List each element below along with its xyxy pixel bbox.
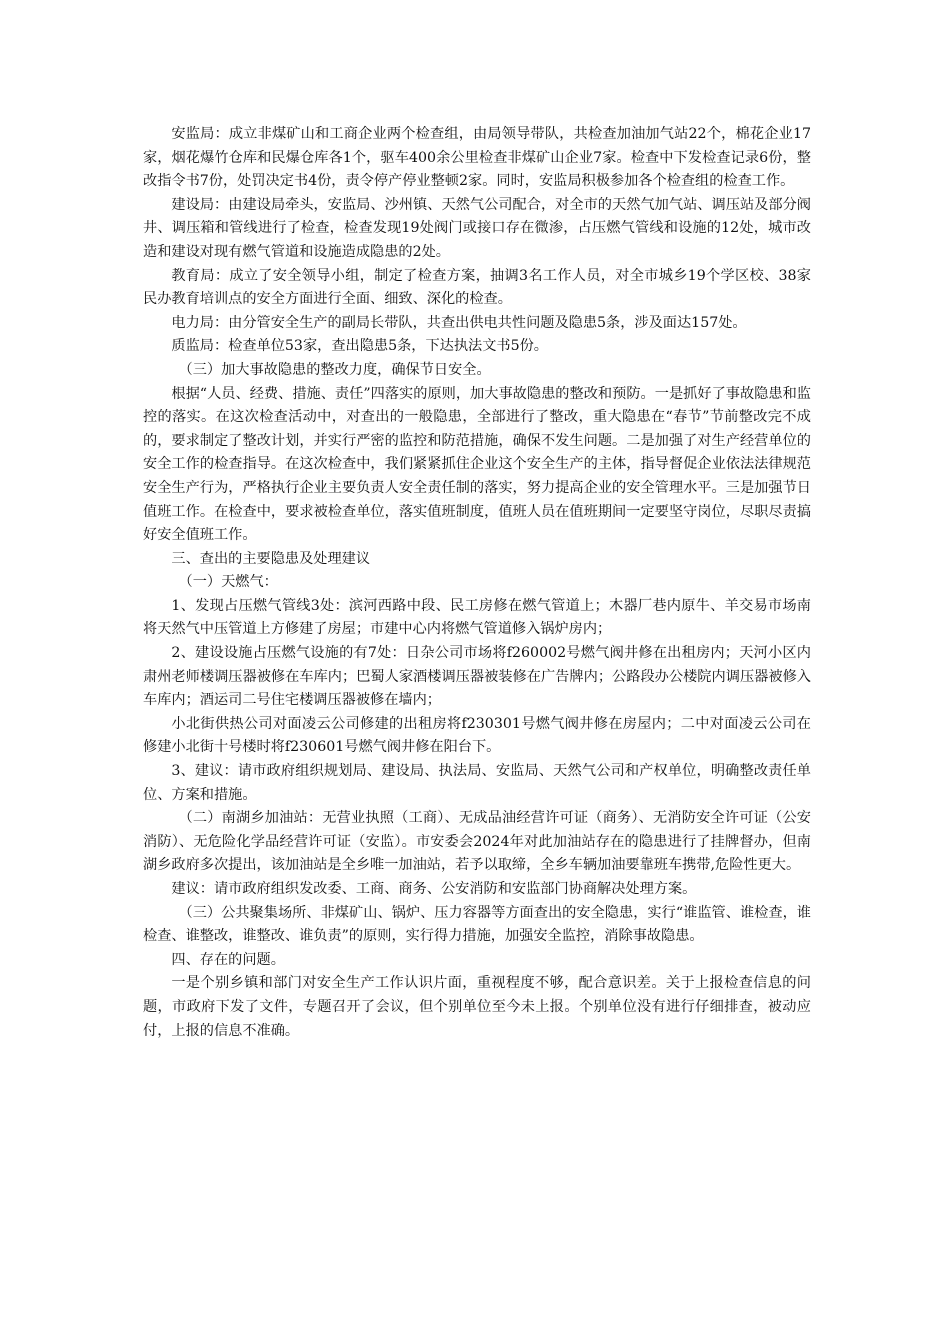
paragraph-gas-item-2-cont: 小北街供热公司对面凌云公司修建的出租房将f230301号燃气阀井修在房屋内；二中对面凌云公司在修建小北街十号楼时将f230601号燃气阀井修在阳台下。 (143, 715, 811, 756)
document-body (143, 123, 811, 1043)
paragraph-nanhu-station: （二）南湖乡加油站：无营业执照（工商）、无成品油经营许可证（商务）、无消防安全许可证（公安消防）、无危险化学品经营许可证（安监）。市安委会2024年对此加油站存在的隐患进行了挂牌督办，但南湖乡政府多次提出，该加油站是全乡唯一加油站，若予以取缔，全乡车辆加油要靠班车携带,危险性更大。 (143, 810, 811, 874)
section-heading-problems: 四、存在的问题。 (171, 951, 285, 968)
paragraph-problem-1: 一是个别乡镇和部门对安全生产工作认识片面，重视程度不够，配合意识差。关于上报检查信息的问题，市政府下发了文件，专题召开了会议，但个别单位至今未上报。个别单位没有进行仔细排查，被动应付，上报的信息不准确。 (143, 975, 811, 1039)
paragraph-jiaoyuju: 教育局：成立了安全领导小组，制定了检查方案，抽调3名工作人员，对全市城乡19个学区校、38家民办教育培训点的安全方面进行全面、细致、深化的检查。 (143, 267, 811, 308)
paragraph-jiansheju: 建设局：由建设局牵头，安监局、沙州镇、天然气公司配合，对全市的天然气加气站、调压站及部分阀井、调压箱和管线进行了检查，检查发现19处阀门或接口存在微渗，占压燃气管线和设施的12处，城市改造和建设对现有燃气管道和设施造成隐患的2处。 (143, 196, 811, 260)
paragraph-gas-item-3: 3、建议：请市政府组织规划局、建设局、执法局、安监局、天然气公司和产权单位，明确整改责任单位、方案和措施。 (143, 763, 811, 803)
paragraph-suggestion: 建议：请市政府组织发改委、工商、商务、公安消防和安监部门协商解决处理方案。 (171, 881, 697, 897)
paragraph-gas-item-2: 2、建设设施占压燃气设施的有7处：日杂公司市场将f260002号燃气阀井修在出租房内；天河小区内肃州老师楼调压器被修在车库内；巴蜀人家酒楼调压器被装修在广告牌内；公路段办公楼院内调压器被修入车库内；酒运司二号住宅楼调压器被修在墙内； (143, 645, 811, 709)
subheading-natural-gas: （一）天燃气： (178, 574, 278, 591)
paragraph-public-places: （三）公共聚集场所、非煤矿山、锅炉、压力容器等方面查出的安全隐患，实行“谁监管、谁检查，谁检查、谁整改，谁整改、谁负责”的原则，实行得力措施，加强安全监控，消除事故隐患。 (143, 904, 811, 945)
paragraph-gas-item-1: 1、发现占压燃气管线3处：滨河西路中段、民工房修在燃气管道上；木器厂巷内原牛、羊交易市场南将天然气中压管道上方修建了房屋；市建中心内将燃气管道修入锅炉房内； (143, 597, 811, 638)
paragraph-rectification: 根据“人员、经费、措施、责任”四落实的原则，加大事故隐患的整改和预防。一是抓好了事故隐患和监控的落实。在这次检查活动中，对查出的一般隐患，全部进行了整改，重大隐患在“春节”节前整改完不成的，要求制定了整改计划，并实行严密的监控和防范措施，确保不发生问题。二是加强了对生产经营单位的安全工作的检查指导。在这次检查中，我们紧紧抓住企业这个安全生产的主体，指导督促企业依法法律规范安全生产行为，严格执行企业主要负责人安全责任制的落实，努力提高企业的安全管理水平。三是加强节日值班工作。在检查中，要求被检查单位，落实值班制度，值班人员在值班期间一定要坚守岗位，尽职尽责搞好安全值班工作。 (143, 385, 811, 544)
section-heading-hazards: 三、查出的主要隐患及处理建议 (171, 550, 371, 567)
paragraph-dianliju: 电力局：由分管安全生产的副局长带队，共查出供电共性问题及隐患5条，涉及面达157处。 (171, 314, 747, 331)
paragraph-zhijianju: 质监局：检查单位53家，查出隐患5条，下达执法文书5份。 (171, 338, 548, 355)
section-heading-3: （三）加大事故隐患的整改力度，确保节日安全。 (178, 361, 491, 378)
paragraph-anjianju: 安监局：成立非煤矿山和工商企业两个检查组，由局领导带队，共检查加油加气站22个，棉花企业17家，烟花爆竹仓库和民爆仓库各1个，驱车400余公里检查非煤矿山企业7家。检查中下发检查记录6份，整改指令书7份，处罚决定书4份，责令停产停业整顿2家。同时，安监局积极参加各个检查组的检查工作。 (143, 126, 811, 190)
